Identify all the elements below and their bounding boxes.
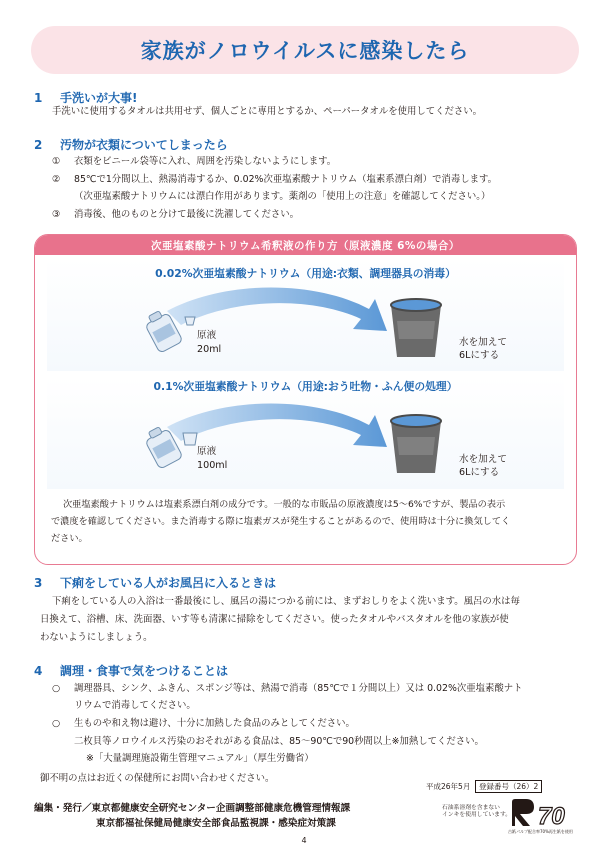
amount-label: 原液 <box>197 330 217 341</box>
list-item <box>52 174 497 186</box>
section-title: 汚物が衣類についてしまったら <box>60 138 228 152</box>
section-number: 1 <box>34 91 43 105</box>
recycle-note-line: 石油系溶剤を含まない <box>442 805 500 811</box>
amount-value: 20ml <box>197 344 222 355</box>
note-line: 次亜塩素酸ナトリウムは塩素系漂白剤の成分です。一般的な市販品の原液濃度は5～6%ですが、製品の表示 <box>63 499 506 510</box>
panel-title: 0.1%次亜塩素酸ナトリウム（用途:おう吐物・ふん便の処理） <box>153 380 458 393</box>
cup-icon <box>183 433 197 445</box>
result-line-2: 6Lにする <box>459 467 500 478</box>
list-item-continuation: リウムで消毒してください。 <box>74 700 196 711</box>
list-item-continuation: 二枚貝等ノロウイルス汚染のおそれがある食品は、85～90℃で90秒間以上※加熱してください。 <box>74 736 484 747</box>
list-item-text: 生ものや和え物は避け、十分に加熱した食品のみとしてください。 <box>74 718 355 729</box>
section-3-text: 下痢をしている人の入浴は一番最後にし、風呂の湯につかる前には、まずおしりをよく洗います。風呂の水は毎 <box>52 596 520 607</box>
dilution-panel-2 <box>47 377 564 489</box>
amount-value: 100ml <box>197 460 228 471</box>
result-line-2: 6Lにする <box>459 350 500 361</box>
svg-text:70: 70 <box>538 803 565 830</box>
recycle-logo-caption: 古紙パルプ配合率70%再生紙を使用 <box>508 829 573 834</box>
amount-label: 原液 <box>197 446 217 457</box>
section-3-text: 日換えて、浴槽、床、洗面器、いす等も清潔に掃除をしてください。使ったタオルやバスタオルを他の家族が使 <box>40 614 509 625</box>
arrow-icon <box>167 288 387 332</box>
list-item <box>52 156 336 168</box>
dilution-panel-1 <box>47 259 564 371</box>
section-2-heading <box>34 136 228 153</box>
list-item-text: 衣類をビニール袋等に入れ、周囲を汚染しないようにします。 <box>74 156 337 167</box>
panel-title: 0.02%次亜塩素酸ナトリウム（用途:衣類、調理器具の消毒） <box>155 267 456 280</box>
note-line: で濃度を確認してください。また消毒する際に塩素ガスが発生することがあるので、使用時は十分に換気してく <box>51 516 511 527</box>
section-number: 2 <box>34 138 43 152</box>
section-title: 調理・食事で気をつけることは <box>60 664 229 678</box>
registration-number: 登録番号（26）2 <box>475 780 542 793</box>
section-number: 3 <box>34 576 43 590</box>
r70-recycle-logo <box>508 796 572 830</box>
dilution-box <box>34 234 577 565</box>
list-item-text: 85℃で1分間以上、熱湯消毒するか、0.02%次亜塩素酸ナトリウム（塩素系漂白剤）で消毒します。 <box>74 174 497 185</box>
list-item-note: ※「大量調理施設衛生管理マニュアル」（厚生労働省） <box>86 753 314 764</box>
section-3-heading <box>34 574 276 591</box>
note-line: ださい。 <box>51 533 88 544</box>
title-banner <box>31 26 579 74</box>
section-4-heading <box>34 662 228 679</box>
list-marker: ○ <box>52 683 61 694</box>
result-line-1: 水を加えて <box>459 337 507 348</box>
section-title: 下痢をしている人がお風呂に入るときは <box>60 576 277 590</box>
section-title: 手洗いが大事! <box>60 91 138 105</box>
list-item <box>52 683 523 695</box>
arrow-icon <box>167 404 387 448</box>
issue-date: 平成26年5月 <box>426 782 471 791</box>
list-marker: ○ <box>52 718 61 729</box>
section-1-text: 手洗いに使用するタオルは共用せず、個人ごとに専用とするか、ペーパータオルを使用してください。 <box>52 106 483 117</box>
list-item-text: 調理器具、シンク、ふきん、スポンジ等は、熱湯で消毒（85℃で１分間以上）又は 0.02%次亜塩素酸ナト <box>74 683 523 694</box>
result-line-1: 水を加えて <box>459 454 507 465</box>
publisher-line-1: 編集・発行／東京都健康安全研究センター企画調整部健康危機管理情報課 <box>34 803 351 814</box>
list-item-text: 消毒後、他のものと分けて最後に洗濯してください。 <box>74 209 300 220</box>
recycle-note-line: インキを使用しています。 <box>442 812 512 818</box>
bucket-icon <box>391 299 441 357</box>
cap-icon <box>185 317 195 325</box>
page-title: 家族がノロウイルスに感染したら <box>140 39 470 63</box>
page-number: 4 <box>301 836 307 845</box>
list-marker: ③ <box>52 209 61 220</box>
recycle-note <box>442 805 511 819</box>
section-1-heading <box>34 89 137 106</box>
list-marker: ① <box>52 156 61 167</box>
bucket-icon <box>391 415 441 473</box>
list-marker: ② <box>52 174 61 185</box>
section-3-text: わないようにしましょう。 <box>40 632 153 643</box>
list-item-continuation: （次亜塩素酸ナトリウムには漂白作用があります。薬剤の「使用上の注意」を確認してください。） <box>74 191 491 202</box>
section-number: 4 <box>34 664 43 678</box>
dilution-header: 次亜塩素酸ナトリウム希釈液の作り方（原液濃度 6%の場合） <box>35 235 576 255</box>
contact-note: 御不明の点はお近くの保健所にお問い合わせください。 <box>40 773 275 784</box>
publisher-line-2: 東京都福祉保健局健康安全部食品監視課・感染症対策課 <box>96 818 336 829</box>
list-item <box>52 209 299 221</box>
list-item <box>52 718 355 730</box>
